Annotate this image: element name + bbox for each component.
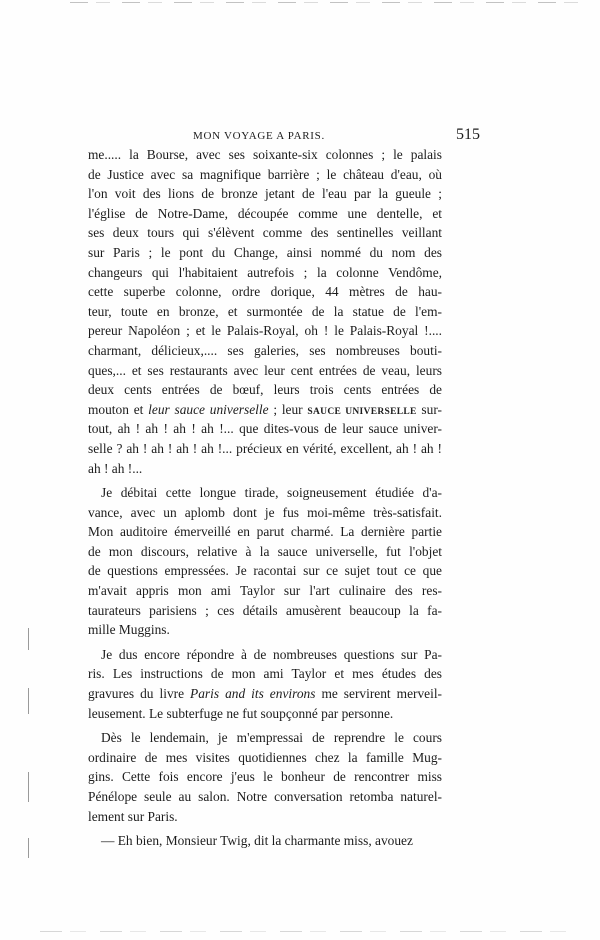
scan-edge-bottom — [40, 931, 580, 932]
paragraph — [88, 483, 442, 640]
text-line: Dès le lendemain, je m'empressai de reprendre le cours — [101, 730, 442, 746]
paragraph — [88, 645, 442, 723]
italic-run: Paris and its environs — [190, 686, 316, 702]
text-run: ; leur — [268, 401, 308, 417]
text-line: Pénélope seule au salon. Notre conversation retomba naturel- — [88, 789, 442, 804]
body-text — [88, 145, 442, 856]
text-line: Je débitai cette longue tirade, soigneusement étudiée d'a- — [101, 485, 442, 501]
text-line: l'église de Notre-Dame, découpée comme une dentelle, et — [88, 205, 442, 221]
text-run: mouton et — [88, 401, 149, 417]
text-line — [88, 684, 442, 704]
small-caps-run: SAUCE UNIVERSELLE — [307, 406, 417, 417]
text-line: ah ! ah !... — [88, 460, 143, 476]
text-line: vance, avec un aplomb dont je fus moi-même très-satisfait. — [88, 504, 442, 520]
text-line: tout, ah ! ah ! ah ! ah !... que dites-vous de leur sauce univer- — [88, 421, 442, 437]
page-number: 515 — [456, 126, 480, 143]
margin-speck — [28, 838, 29, 858]
text-line: selle ? ah ! ah ! ah ! ah !... précieux en vérité, excellent, ah ! ah ! — [88, 440, 442, 456]
text-line: de mon discours, relative à la sauce universelle, fut l'objet — [88, 543, 442, 559]
paragraph — [88, 145, 442, 478]
text-line: charmant, délicieux,.... ses galeries, ses nombreuses bouti- — [88, 342, 442, 358]
margin-speck — [28, 628, 29, 650]
text-line: Mon auditoire émerveillé en parut charmé. La dernière partie — [88, 524, 442, 540]
text-line: changeurs qui l'habitaient autrefois ; la colonne Vendôme, — [88, 264, 442, 280]
text-line: leusement. Le subterfuge ne fut soupçonné par personne. — [88, 705, 394, 721]
text-line: de questions empressées. Je racontai sur ce sujet tout ce que — [88, 563, 442, 579]
text-line: Je dus encore répondre à de nombreuses questions sur Pa- — [101, 646, 442, 662]
text-line — [88, 400, 442, 420]
text-line: ordinaire de mes visites quotidiennes chez la famille Mug- — [88, 749, 442, 765]
scan-edge-top — [70, 2, 590, 3]
text-line: pereur Napoléon ; et le Palais-Royal, oh ! le Palais-Royal !.... — [88, 323, 442, 339]
text-line: cette superbe colonne, ordre dorique, 44 mètres de hau- — [88, 284, 442, 300]
italic-run: leur sauce universelle — [148, 401, 269, 417]
text-run: sur- — [416, 401, 442, 417]
text-line: ques,... et ses restaurants avec leur cent entrées de veau, leurs — [88, 362, 442, 378]
paragraph — [88, 728, 442, 826]
text-line: m'avait appris mon ami Taylor sur l'art culinaire des res- — [88, 583, 442, 599]
running-title: MON VOYAGE A PARIS. — [193, 130, 325, 142]
text-line: ris. Les instructions de mon ami Taylor et mes études des — [88, 666, 442, 682]
text-run: gravures du livre — [88, 686, 191, 702]
text-line: deux cents entrées de bœuf, leurs trois cents entrées de — [88, 382, 442, 398]
text-line: de Justice avec sa magnifique barrière ; le château d'eau, où — [88, 166, 442, 182]
text-line: sur Paris ; le pont du Change, ainsi nommé du nom des — [88, 244, 442, 260]
text-run: me servirent merveil- — [315, 686, 442, 702]
text-line: me..... la Bourse, avec ses soixante-six colonnes ; le palais — [88, 147, 442, 162]
text-line: teur, toute en bronze, et surmontée de la statue de l'em- — [88, 303, 442, 319]
margin-speck — [28, 772, 29, 802]
text-line: mille Muggins. — [88, 622, 170, 638]
margin-speck — [28, 688, 29, 714]
text-line: lement sur Paris. — [88, 808, 178, 824]
text-line: l'on voit des lions de bronze jetant de l'eau par la gueule ; — [88, 186, 442, 202]
page-header — [193, 126, 480, 146]
text-line: gins. Cette fois encore j'eus le bonheur de rencontrer miss — [88, 769, 442, 785]
text-line: ses deux tours qui s'élèvent comme des sentinelles veillant — [88, 225, 442, 241]
text-line: taurateurs parisiens ; ces détails amusèrent beaucoup la fa- — [88, 602, 442, 618]
paragraph — [88, 831, 442, 851]
text-line: — Eh bien, Monsieur Twig, dit la charmante miss, avouez — [101, 833, 413, 849]
